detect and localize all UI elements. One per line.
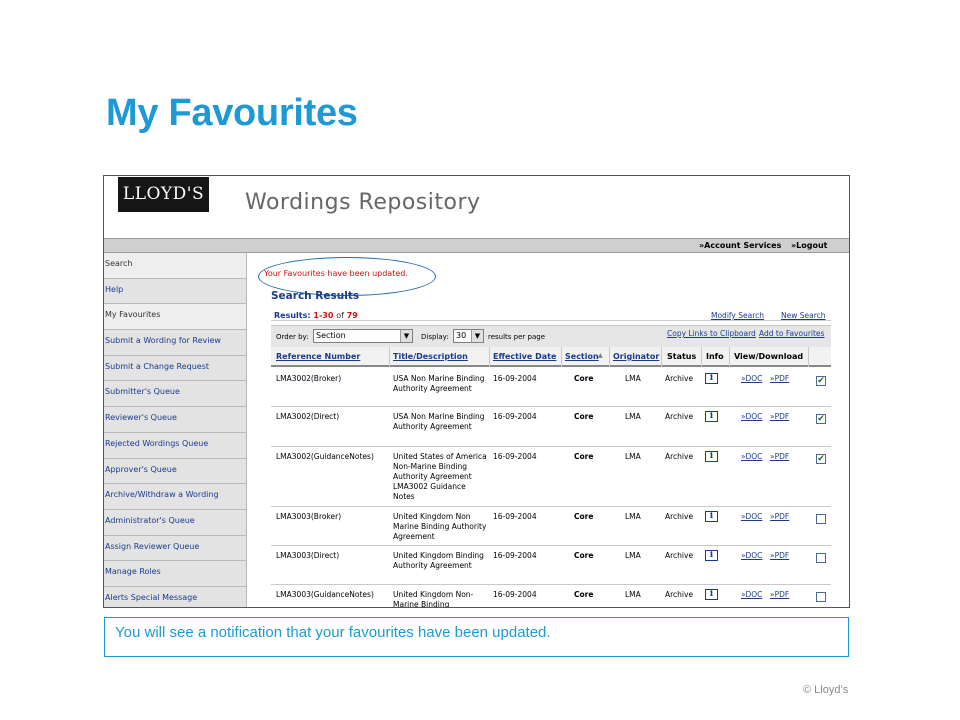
status: Archive <box>665 551 694 560</box>
status: Archive <box>665 590 694 599</box>
doc-download-link[interactable]: »DOC <box>741 512 763 521</box>
doc-download-link[interactable]: »DOC <box>741 374 763 383</box>
section: Core <box>574 374 594 383</box>
effective-date: 16-09-2004 <box>493 452 537 461</box>
sidebar-item-submit-wording[interactable]: Submit a Wording for Review <box>104 330 246 356</box>
col-section[interactable]: Section <box>565 352 599 361</box>
doc-download-link[interactable]: »DOC <box>741 452 763 461</box>
results-table-body <box>271 369 831 608</box>
title-description: USA Non Marine Binding Authority Agreement <box>393 374 485 393</box>
table-row <box>271 546 831 585</box>
doc-download-link[interactable]: »DOC <box>741 412 763 421</box>
order-by-value: Section <box>316 331 346 340</box>
sidebar-item-administrators-queue[interactable]: Administrator's Queue <box>104 510 246 536</box>
reference-number: LMA3003(Broker) <box>276 512 342 521</box>
sidebar-item-search[interactable]: Search <box>104 253 246 279</box>
pdf-download-link[interactable]: »PDF <box>770 374 790 383</box>
favourite-checkbox[interactable] <box>816 553 826 563</box>
section: Core <box>574 412 594 421</box>
sidebar-item-approvers-queue[interactable]: Approver's Queue <box>104 459 246 485</box>
display-count-select[interactable] <box>453 329 484 343</box>
copy-links-link[interactable]: Copy Links to Clipboard <box>667 329 756 338</box>
chevron-down-icon: ▼ <box>471 330 483 342</box>
sidebar-item-my-favourites[interactable]: My Favourites <box>104 304 246 330</box>
section: Core <box>574 452 594 461</box>
pdf-download-link[interactable]: »PDF <box>770 512 790 521</box>
chevron-down-icon: ▼ <box>400 330 412 342</box>
sidebar-item-rejected-wordings-queue[interactable]: Rejected Wordings Queue <box>104 433 246 459</box>
sidebar-item-help[interactable]: Help <box>104 279 246 305</box>
section: Core <box>574 551 594 560</box>
col-title-description[interactable]: Title/Description <box>393 352 468 361</box>
sort-arrow-icon: ▲ <box>598 352 603 359</box>
sidebar-item-submitters-queue[interactable]: Submitter's Queue <box>104 381 246 407</box>
results-of: of <box>336 311 344 320</box>
account-services-link[interactable]: »Account Services <box>699 241 782 250</box>
app-name: Wordings Repository <box>245 190 481 215</box>
favourite-checkbox[interactable] <box>816 592 826 602</box>
favourite-checkbox[interactable]: ✔ <box>817 414 825 424</box>
originator: LMA <box>625 512 641 521</box>
main-content <box>247 253 849 608</box>
sidebar <box>104 253 247 608</box>
reference-number: LMA3002(Direct) <box>276 412 340 421</box>
order-toolbar <box>271 325 831 347</box>
doc-download-link[interactable]: »DOC <box>741 590 763 599</box>
app-header <box>104 176 849 238</box>
effective-date: 16-09-2004 <box>493 551 537 560</box>
order-by-label: Order by: <box>276 333 309 341</box>
slide-title: My Favourites <box>106 92 358 134</box>
pdf-download-link[interactable]: »PDF <box>770 590 790 599</box>
info-icon[interactable]: i <box>705 550 718 561</box>
status: Archive <box>665 452 694 461</box>
originator: LMA <box>625 551 641 560</box>
search-results-title: Search Results <box>271 290 360 302</box>
table-row <box>271 369 831 407</box>
sidebar-item-reviewers-queue[interactable]: Reviewer's Queue <box>104 407 246 433</box>
pdf-download-link[interactable]: »PDF <box>770 452 790 461</box>
originator: LMA <box>625 374 641 383</box>
table-row <box>271 507 831 546</box>
title-description: United Kingdom Binding Authority Agreement <box>393 551 484 570</box>
col-view-download: View/Download <box>734 352 804 361</box>
reference-number: LMA3003(Direct) <box>276 551 340 560</box>
col-status: Status <box>667 352 697 361</box>
pdf-download-link[interactable]: »PDF <box>770 551 790 560</box>
originator: LMA <box>625 590 641 599</box>
display-count-value: 30 <box>456 331 467 340</box>
reference-number: LMA3002(GuidanceNotes) <box>276 452 374 461</box>
sidebar-item-assign-reviewer-queue[interactable]: Assign Reviewer Queue <box>104 536 246 562</box>
order-by-select[interactable] <box>313 329 413 343</box>
logout-link[interactable]: »Logout <box>791 241 828 250</box>
info-icon[interactable]: i <box>705 589 718 600</box>
favourite-checkbox[interactable]: ✔ <box>817 454 825 464</box>
copyright-notice: © Lloyd’s <box>803 684 849 696</box>
col-originator[interactable]: Originator <box>613 352 660 361</box>
table-row <box>271 447 831 507</box>
results-bar <box>271 310 831 321</box>
originator: LMA <box>625 452 641 461</box>
info-icon[interactable]: i <box>705 411 718 422</box>
pdf-download-link[interactable]: »PDF <box>770 412 790 421</box>
results-per-page-label: results per page <box>488 333 546 341</box>
info-icon[interactable]: i <box>705 511 718 522</box>
status: Archive <box>665 412 694 421</box>
sidebar-item-archive-withdraw[interactable]: Archive/Withdraw a Wording <box>104 484 246 510</box>
title-description: United States of America Non-Marine Binding Authority Agreement LMA3002 Guidance Notes <box>393 452 487 501</box>
reference-number: LMA3003(GuidanceNotes) <box>276 590 374 599</box>
favourite-checkbox[interactable] <box>816 514 826 524</box>
table-row <box>271 407 831 447</box>
modify-search-link[interactable]: Modify Search <box>711 311 765 320</box>
reference-number: LMA3002(Broker) <box>276 374 342 383</box>
add-to-favourites-link[interactable]: Add to Favourites <box>759 329 825 338</box>
lloyds-logo: LLOYD'S <box>118 177 209 212</box>
col-info: Info <box>706 352 724 361</box>
title-description: United Kingdom Non-Marine Binding <box>393 590 474 608</box>
status: Archive <box>665 374 694 383</box>
app-window <box>103 175 850 608</box>
originator: LMA <box>625 412 641 421</box>
sidebar-item-submit-change-request[interactable]: Submit a Change Request <box>104 356 246 382</box>
effective-date: 16-09-2004 <box>493 374 537 383</box>
info-icon[interactable]: i <box>705 373 718 384</box>
results-table-header <box>271 347 831 367</box>
title-description: USA Non Marine Binding Authority Agreement <box>393 412 485 431</box>
results-total: 79 <box>346 311 358 320</box>
doc-download-link[interactable]: »DOC <box>741 551 763 560</box>
title-description: United Kingdom Non Marine Binding Authority Agreement <box>393 512 487 541</box>
display-label: Display: <box>421 333 449 341</box>
sidebar-item-manage-roles[interactable]: Manage Roles <box>104 561 246 587</box>
section: Core <box>574 590 594 599</box>
results-range: 1-30 <box>313 311 334 320</box>
col-effective-date[interactable]: Effective Date <box>493 352 557 361</box>
section: Core <box>574 512 594 521</box>
effective-date: 16-09-2004 <box>493 412 537 421</box>
favourite-checkbox[interactable]: ✔ <box>817 376 825 386</box>
top-nav-bar <box>104 238 849 253</box>
results-label: Results: <box>274 311 311 320</box>
table-row <box>271 585 831 608</box>
favourites-updated-notification: Your Favourites have been updated. <box>264 269 408 278</box>
slide-caption: You will see a notification that your favourites have been updated. <box>104 617 849 657</box>
new-search-link[interactable]: New Search <box>781 311 826 320</box>
sidebar-item-alerts-special-message[interactable]: Alerts Special Message <box>104 587 246 608</box>
col-reference-number[interactable]: Reference Number <box>276 352 361 361</box>
info-icon[interactable]: i <box>705 451 718 462</box>
status: Archive <box>665 512 694 521</box>
results-count <box>274 311 358 320</box>
effective-date: 16-09-2004 <box>493 512 537 521</box>
effective-date: 16-09-2004 <box>493 590 537 599</box>
